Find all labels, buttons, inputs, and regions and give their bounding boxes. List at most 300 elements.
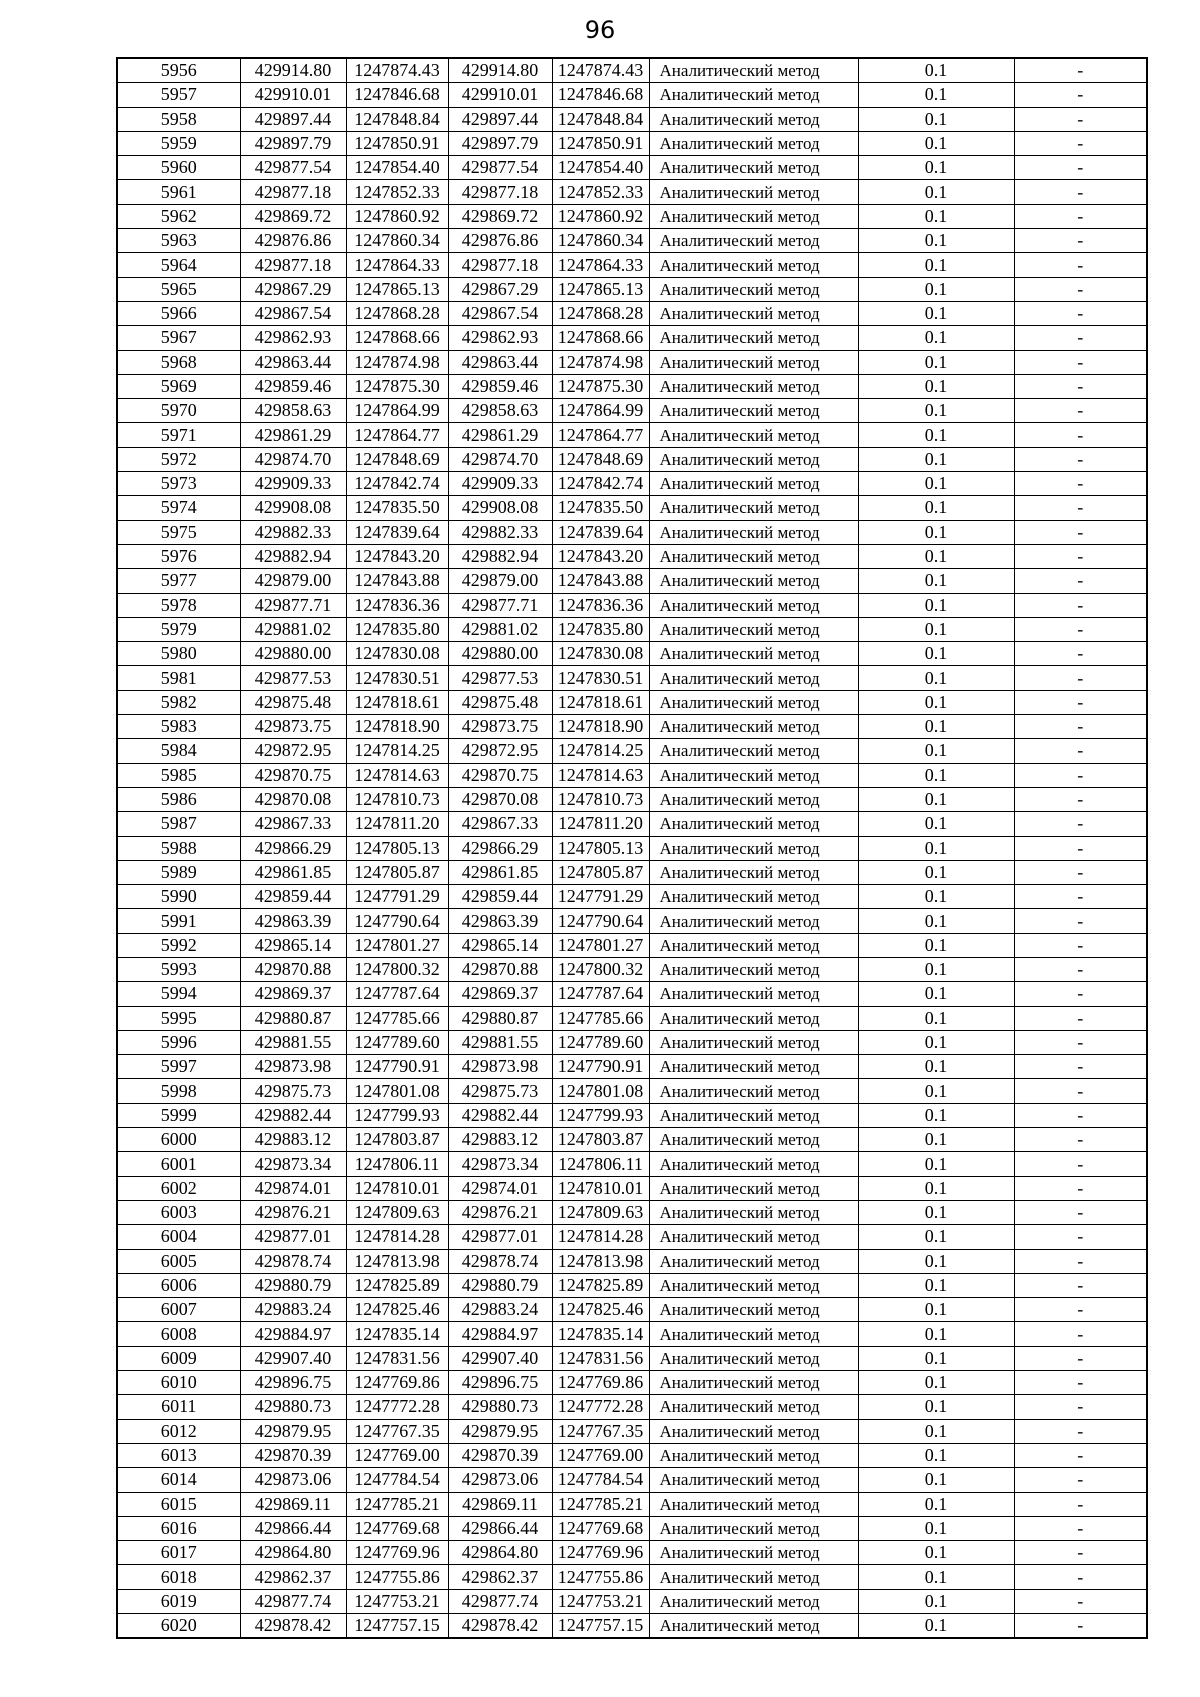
x-coordinate-cell: 429866.29: [240, 836, 346, 860]
table-row: [117, 933, 1147, 957]
y-coordinate-cell: 1247864.33: [346, 253, 448, 277]
method-cell: Аналитический метод: [649, 617, 858, 641]
accuracy-cell: 0.1: [858, 933, 1014, 957]
x-coordinate-cell: 429859.46: [240, 374, 346, 398]
table-row: [117, 982, 1147, 1006]
accuracy-cell: 0.1: [858, 1492, 1014, 1516]
table-row: [117, 1516, 1147, 1540]
y-coordinate-cell: 1247810.73: [346, 787, 448, 811]
note-cell: -: [1014, 229, 1147, 253]
note-cell: -: [1014, 666, 1147, 690]
point-number-cell: 5972: [117, 447, 240, 471]
y-coordinate-2-cell: 1247801.08: [552, 1079, 649, 1103]
x-coordinate-2-cell: 429907.40: [448, 1346, 552, 1370]
y-coordinate-2-cell: 1247811.20: [552, 812, 649, 836]
point-number-cell: 5994: [117, 982, 240, 1006]
point-number-cell: 6009: [117, 1346, 240, 1370]
y-coordinate-cell: 1247811.20: [346, 812, 448, 836]
y-coordinate-cell: 1247846.68: [346, 83, 448, 107]
point-number-cell: 5997: [117, 1055, 240, 1079]
accuracy-cell: 0.1: [858, 1371, 1014, 1395]
note-cell: -: [1014, 739, 1147, 763]
x-coordinate-2-cell: 429880.00: [448, 642, 552, 666]
y-coordinate-2-cell: 1247785.66: [552, 1006, 649, 1030]
y-coordinate-2-cell: 1247814.28: [552, 1225, 649, 1249]
x-coordinate-cell: 429873.06: [240, 1468, 346, 1492]
x-coordinate-cell: 429880.00: [240, 642, 346, 666]
x-coordinate-2-cell: 429877.74: [448, 1589, 552, 1613]
method-cell: Аналитический метод: [649, 1589, 858, 1613]
x-coordinate-cell: 429877.74: [240, 1589, 346, 1613]
y-coordinate-cell: 1247854.40: [346, 156, 448, 180]
page-number: 96: [584, 16, 616, 44]
note-cell: -: [1014, 593, 1147, 617]
point-number-cell: 5968: [117, 350, 240, 374]
x-coordinate-cell: 429877.01: [240, 1225, 346, 1249]
x-coordinate-cell: 429863.39: [240, 909, 346, 933]
x-coordinate-2-cell: 429880.73: [448, 1395, 552, 1419]
y-coordinate-2-cell: 1247835.50: [552, 496, 649, 520]
y-coordinate-cell: 1247757.15: [346, 1614, 448, 1639]
method-cell: Аналитический метод: [649, 447, 858, 471]
method-cell: Аналитический метод: [649, 1128, 858, 1152]
point-number-cell: 6015: [117, 1492, 240, 1516]
accuracy-cell: 0.1: [858, 957, 1014, 981]
x-coordinate-cell: 429878.74: [240, 1249, 346, 1273]
x-coordinate-cell: 429873.75: [240, 715, 346, 739]
x-coordinate-2-cell: 429897.44: [448, 107, 552, 131]
point-number-cell: 6007: [117, 1298, 240, 1322]
x-coordinate-2-cell: 429877.01: [448, 1225, 552, 1249]
accuracy-cell: 0.1: [858, 860, 1014, 884]
accuracy-cell: 0.1: [858, 836, 1014, 860]
accuracy-cell: 0.1: [858, 277, 1014, 301]
method-cell: Аналитический метод: [649, 374, 858, 398]
table-row: [117, 1152, 1147, 1176]
x-coordinate-cell: 429907.40: [240, 1346, 346, 1370]
table-row: [117, 715, 1147, 739]
point-number-cell: 5965: [117, 277, 240, 301]
note-cell: -: [1014, 131, 1147, 155]
method-cell: Аналитический метод: [649, 1249, 858, 1273]
accuracy-cell: 0.1: [858, 544, 1014, 568]
method-cell: Аналитический метод: [649, 1492, 858, 1516]
y-coordinate-cell: 1247813.98: [346, 1249, 448, 1273]
accuracy-cell: 0.1: [858, 253, 1014, 277]
accuracy-cell: 0.1: [858, 350, 1014, 374]
note-cell: -: [1014, 374, 1147, 398]
note-cell: -: [1014, 1030, 1147, 1054]
y-coordinate-2-cell: 1247753.21: [552, 1589, 649, 1613]
note-cell: -: [1014, 1273, 1147, 1297]
method-cell: Аналитический метод: [649, 496, 858, 520]
y-coordinate-2-cell: 1247800.32: [552, 957, 649, 981]
note-cell: -: [1014, 860, 1147, 884]
x-coordinate-cell: 429864.80: [240, 1541, 346, 1565]
y-coordinate-2-cell: 1247813.98: [552, 1249, 649, 1273]
x-coordinate-2-cell: 429869.11: [448, 1492, 552, 1516]
x-coordinate-cell: 429897.44: [240, 107, 346, 131]
x-coordinate-2-cell: 429864.80: [448, 1541, 552, 1565]
accuracy-cell: 0.1: [858, 1225, 1014, 1249]
table-row: [117, 593, 1147, 617]
note-cell: -: [1014, 544, 1147, 568]
method-cell: Аналитический метод: [649, 957, 858, 981]
point-number-cell: 6017: [117, 1541, 240, 1565]
note-cell: -: [1014, 277, 1147, 301]
x-coordinate-2-cell: 429910.01: [448, 83, 552, 107]
x-coordinate-cell: 429877.18: [240, 180, 346, 204]
accuracy-cell: 0.1: [858, 1395, 1014, 1419]
table-row: [117, 277, 1147, 301]
x-coordinate-cell: 429883.12: [240, 1128, 346, 1152]
x-coordinate-cell: 429882.44: [240, 1103, 346, 1127]
point-number-cell: 6004: [117, 1225, 240, 1249]
point-number-cell: 5973: [117, 472, 240, 496]
y-coordinate-2-cell: 1247791.29: [552, 885, 649, 909]
note-cell: -: [1014, 787, 1147, 811]
method-cell: Аналитический метод: [649, 1468, 858, 1492]
note-cell: -: [1014, 642, 1147, 666]
x-coordinate-2-cell: 429862.37: [448, 1565, 552, 1589]
table-row: [117, 1541, 1147, 1565]
accuracy-cell: 0.1: [858, 399, 1014, 423]
method-cell: Аналитический метод: [649, 1006, 858, 1030]
x-coordinate-cell: 429875.73: [240, 1079, 346, 1103]
x-coordinate-2-cell: 429876.21: [448, 1200, 552, 1224]
accuracy-cell: 0.1: [858, 1298, 1014, 1322]
point-number-cell: 5998: [117, 1079, 240, 1103]
note-cell: -: [1014, 1614, 1147, 1639]
table-row: [117, 350, 1147, 374]
y-coordinate-2-cell: 1247839.64: [552, 520, 649, 544]
x-coordinate-cell: 429870.39: [240, 1443, 346, 1467]
note-cell: -: [1014, 763, 1147, 787]
note-cell: -: [1014, 690, 1147, 714]
method-cell: Аналитический метод: [649, 423, 858, 447]
accuracy-cell: 0.1: [858, 787, 1014, 811]
y-coordinate-2-cell: 1247825.89: [552, 1273, 649, 1297]
x-coordinate-cell: 429878.42: [240, 1614, 346, 1639]
x-coordinate-cell: 429861.85: [240, 860, 346, 884]
table-row: [117, 569, 1147, 593]
note-cell: -: [1014, 1200, 1147, 1224]
y-coordinate-cell: 1247848.84: [346, 107, 448, 131]
x-coordinate-cell: 429880.79: [240, 1273, 346, 1297]
y-coordinate-cell: 1247843.20: [346, 544, 448, 568]
x-coordinate-cell: 429862.37: [240, 1565, 346, 1589]
y-coordinate-2-cell: 1247809.63: [552, 1200, 649, 1224]
x-coordinate-cell: 429869.37: [240, 982, 346, 1006]
x-coordinate-cell: 429863.44: [240, 350, 346, 374]
method-cell: Аналитический метод: [649, 544, 858, 568]
accuracy-cell: 0.1: [858, 423, 1014, 447]
note-cell: -: [1014, 496, 1147, 520]
note-cell: -: [1014, 836, 1147, 860]
y-coordinate-2-cell: 1247806.11: [552, 1152, 649, 1176]
x-coordinate-2-cell: 429869.72: [448, 204, 552, 228]
accuracy-cell: 0.1: [858, 739, 1014, 763]
table-row: [117, 1079, 1147, 1103]
method-cell: Аналитический метод: [649, 1516, 858, 1540]
y-coordinate-cell: 1247784.54: [346, 1468, 448, 1492]
accuracy-cell: 0.1: [858, 1103, 1014, 1127]
x-coordinate-cell: 429879.00: [240, 569, 346, 593]
table-row: [117, 107, 1147, 131]
y-coordinate-cell: 1247835.50: [346, 496, 448, 520]
table-row: [117, 1346, 1147, 1370]
y-coordinate-cell: 1247787.64: [346, 982, 448, 1006]
y-coordinate-2-cell: 1247842.74: [552, 472, 649, 496]
table-row: [117, 1468, 1147, 1492]
y-coordinate-2-cell: 1247860.34: [552, 229, 649, 253]
x-coordinate-2-cell: 429884.97: [448, 1322, 552, 1346]
x-coordinate-2-cell: 429909.33: [448, 472, 552, 496]
x-coordinate-cell: 429897.79: [240, 131, 346, 155]
y-coordinate-2-cell: 1247835.80: [552, 617, 649, 641]
accuracy-cell: 0.1: [858, 1176, 1014, 1200]
y-coordinate-2-cell: 1247864.77: [552, 423, 649, 447]
note-cell: -: [1014, 301, 1147, 325]
y-coordinate-cell: 1247800.32: [346, 957, 448, 981]
y-coordinate-cell: 1247835.14: [346, 1322, 448, 1346]
x-coordinate-cell: 429876.21: [240, 1200, 346, 1224]
y-coordinate-cell: 1247753.21: [346, 1589, 448, 1613]
x-coordinate-2-cell: 429867.54: [448, 301, 552, 325]
accuracy-cell: 0.1: [858, 1468, 1014, 1492]
x-coordinate-cell: 429879.95: [240, 1419, 346, 1443]
y-coordinate-2-cell: 1247755.86: [552, 1565, 649, 1589]
point-number-cell: 5981: [117, 666, 240, 690]
y-coordinate-2-cell: 1247860.92: [552, 204, 649, 228]
y-coordinate-cell: 1247843.88: [346, 569, 448, 593]
point-number-cell: 5962: [117, 204, 240, 228]
note-cell: -: [1014, 933, 1147, 957]
x-coordinate-2-cell: 429879.00: [448, 569, 552, 593]
accuracy-cell: 0.1: [858, 1419, 1014, 1443]
method-cell: Аналитический метод: [649, 812, 858, 836]
x-coordinate-cell: 429859.44: [240, 885, 346, 909]
y-coordinate-cell: 1247852.33: [346, 180, 448, 204]
y-coordinate-2-cell: 1247843.20: [552, 544, 649, 568]
table-row: [117, 520, 1147, 544]
note-cell: -: [1014, 885, 1147, 909]
note-cell: -: [1014, 423, 1147, 447]
method-cell: Аналитический метод: [649, 156, 858, 180]
accuracy-cell: 0.1: [858, 715, 1014, 739]
note-cell: -: [1014, 1419, 1147, 1443]
y-coordinate-cell: 1247825.89: [346, 1273, 448, 1297]
y-coordinate-2-cell: 1247772.28: [552, 1395, 649, 1419]
note-cell: -: [1014, 326, 1147, 350]
y-coordinate-cell: 1247810.01: [346, 1176, 448, 1200]
note-cell: -: [1014, 957, 1147, 981]
note-cell: -: [1014, 204, 1147, 228]
x-coordinate-cell: 429867.54: [240, 301, 346, 325]
x-coordinate-cell: 429908.08: [240, 496, 346, 520]
x-coordinate-2-cell: 429873.06: [448, 1468, 552, 1492]
x-coordinate-2-cell: 429863.39: [448, 909, 552, 933]
table-row: [117, 447, 1147, 471]
y-coordinate-2-cell: 1247874.43: [552, 58, 649, 83]
note-cell: -: [1014, 472, 1147, 496]
x-coordinate-cell: 429873.98: [240, 1055, 346, 1079]
x-coordinate-2-cell: 429867.33: [448, 812, 552, 836]
point-number-cell: 6006: [117, 1273, 240, 1297]
y-coordinate-cell: 1247860.34: [346, 229, 448, 253]
table-row: [117, 1614, 1147, 1639]
x-coordinate-2-cell: 429908.08: [448, 496, 552, 520]
x-coordinate-2-cell: 429877.18: [448, 253, 552, 277]
point-number-cell: 6018: [117, 1565, 240, 1589]
x-coordinate-2-cell: 429874.01: [448, 1176, 552, 1200]
table-row: [117, 1249, 1147, 1273]
table-row: [117, 1128, 1147, 1152]
x-coordinate-2-cell: 429873.34: [448, 1152, 552, 1176]
x-coordinate-2-cell: 429862.93: [448, 326, 552, 350]
method-cell: Аналитический метод: [649, 1152, 858, 1176]
point-number-cell: 5975: [117, 520, 240, 544]
method-cell: Аналитический метод: [649, 1200, 858, 1224]
method-cell: Аналитический метод: [649, 982, 858, 1006]
accuracy-cell: 0.1: [858, 982, 1014, 1006]
table-body: [117, 58, 1147, 1638]
table-row: [117, 1322, 1147, 1346]
accuracy-cell: 0.1: [858, 593, 1014, 617]
x-coordinate-cell: 429877.54: [240, 156, 346, 180]
x-coordinate-2-cell: 429874.70: [448, 447, 552, 471]
note-cell: -: [1014, 83, 1147, 107]
table-row: [117, 472, 1147, 496]
x-coordinate-cell: 429867.33: [240, 812, 346, 836]
table-row: [117, 885, 1147, 909]
note-cell: -: [1014, 1443, 1147, 1467]
point-number-cell: 5966: [117, 301, 240, 325]
table-row: [117, 1371, 1147, 1395]
note-cell: -: [1014, 715, 1147, 739]
method-cell: Аналитический метод: [649, 885, 858, 909]
note-cell: -: [1014, 520, 1147, 544]
accuracy-cell: 0.1: [858, 569, 1014, 593]
accuracy-cell: 0.1: [858, 1443, 1014, 1467]
y-coordinate-2-cell: 1247836.36: [552, 593, 649, 617]
x-coordinate-2-cell: 429863.44: [448, 350, 552, 374]
accuracy-cell: 0.1: [858, 1565, 1014, 1589]
x-coordinate-cell: 429881.55: [240, 1030, 346, 1054]
method-cell: Аналитический метод: [649, 1273, 858, 1297]
method-cell: Аналитический метод: [649, 399, 858, 423]
table-row: [117, 326, 1147, 350]
accuracy-cell: 0.1: [858, 1322, 1014, 1346]
y-coordinate-2-cell: 1247864.99: [552, 399, 649, 423]
x-coordinate-cell: 429880.73: [240, 1395, 346, 1419]
point-number-cell: 5984: [117, 739, 240, 763]
point-number-cell: 6008: [117, 1322, 240, 1346]
accuracy-cell: 0.1: [858, 690, 1014, 714]
x-coordinate-cell: 429861.29: [240, 423, 346, 447]
y-coordinate-cell: 1247818.61: [346, 690, 448, 714]
method-cell: Аналитический метод: [649, 520, 858, 544]
table-row: [117, 156, 1147, 180]
note-cell: -: [1014, 1055, 1147, 1079]
x-coordinate-2-cell: 429882.33: [448, 520, 552, 544]
y-coordinate-cell: 1247842.74: [346, 472, 448, 496]
x-coordinate-2-cell: 429877.54: [448, 156, 552, 180]
y-coordinate-cell: 1247860.92: [346, 204, 448, 228]
accuracy-cell: 0.1: [858, 1346, 1014, 1370]
y-coordinate-cell: 1247785.66: [346, 1006, 448, 1030]
y-coordinate-2-cell: 1247865.13: [552, 277, 649, 301]
y-coordinate-cell: 1247814.28: [346, 1225, 448, 1249]
x-coordinate-cell: 429865.14: [240, 933, 346, 957]
x-coordinate-cell: 429875.48: [240, 690, 346, 714]
x-coordinate-2-cell: 429865.14: [448, 933, 552, 957]
point-number-cell: 5988: [117, 836, 240, 860]
accuracy-cell: 0.1: [858, 1030, 1014, 1054]
accuracy-cell: 0.1: [858, 1079, 1014, 1103]
x-coordinate-cell: 429866.44: [240, 1516, 346, 1540]
table-row: [117, 1492, 1147, 1516]
note-cell: -: [1014, 156, 1147, 180]
point-number-cell: 5993: [117, 957, 240, 981]
table-row: [117, 739, 1147, 763]
note-cell: -: [1014, 1176, 1147, 1200]
y-coordinate-cell: 1247830.08: [346, 642, 448, 666]
x-coordinate-2-cell: 429877.71: [448, 593, 552, 617]
x-coordinate-cell: 429882.33: [240, 520, 346, 544]
accuracy-cell: 0.1: [858, 229, 1014, 253]
x-coordinate-2-cell: 429870.88: [448, 957, 552, 981]
x-coordinate-2-cell: 429875.48: [448, 690, 552, 714]
table-row: [117, 1273, 1147, 1297]
x-coordinate-2-cell: 429880.79: [448, 1273, 552, 1297]
table-row: [117, 836, 1147, 860]
note-cell: -: [1014, 447, 1147, 471]
point-number-cell: 5964: [117, 253, 240, 277]
point-number-cell: 5980: [117, 642, 240, 666]
x-coordinate-cell: 429882.94: [240, 544, 346, 568]
table-row: [117, 399, 1147, 423]
y-coordinate-2-cell: 1247868.28: [552, 301, 649, 325]
accuracy-cell: 0.1: [858, 1516, 1014, 1540]
method-cell: Аналитический метод: [649, 1614, 858, 1639]
note-cell: -: [1014, 1128, 1147, 1152]
y-coordinate-cell: 1247825.46: [346, 1298, 448, 1322]
x-coordinate-cell: 429909.33: [240, 472, 346, 496]
method-cell: Аналитический метод: [649, 1346, 858, 1370]
point-number-cell: 5976: [117, 544, 240, 568]
accuracy-cell: 0.1: [858, 885, 1014, 909]
point-number-cell: 5995: [117, 1006, 240, 1030]
y-coordinate-2-cell: 1247790.91: [552, 1055, 649, 1079]
table-row: [117, 544, 1147, 568]
x-coordinate-cell: 429884.97: [240, 1322, 346, 1346]
method-cell: Аналитический метод: [649, 909, 858, 933]
y-coordinate-cell: 1247874.98: [346, 350, 448, 374]
point-number-cell: 5996: [117, 1030, 240, 1054]
x-coordinate-2-cell: 429869.37: [448, 982, 552, 1006]
table-row: [117, 1589, 1147, 1613]
point-number-cell: 6016: [117, 1516, 240, 1540]
note-cell: -: [1014, 1346, 1147, 1370]
x-coordinate-cell: 429910.01: [240, 83, 346, 107]
x-coordinate-cell: 429896.75: [240, 1371, 346, 1395]
method-cell: Аналитический метод: [649, 1030, 858, 1054]
table-row: [117, 301, 1147, 325]
y-coordinate-2-cell: 1247835.14: [552, 1322, 649, 1346]
method-cell: Аналитический метод: [649, 1298, 858, 1322]
accuracy-cell: 0.1: [858, 1541, 1014, 1565]
